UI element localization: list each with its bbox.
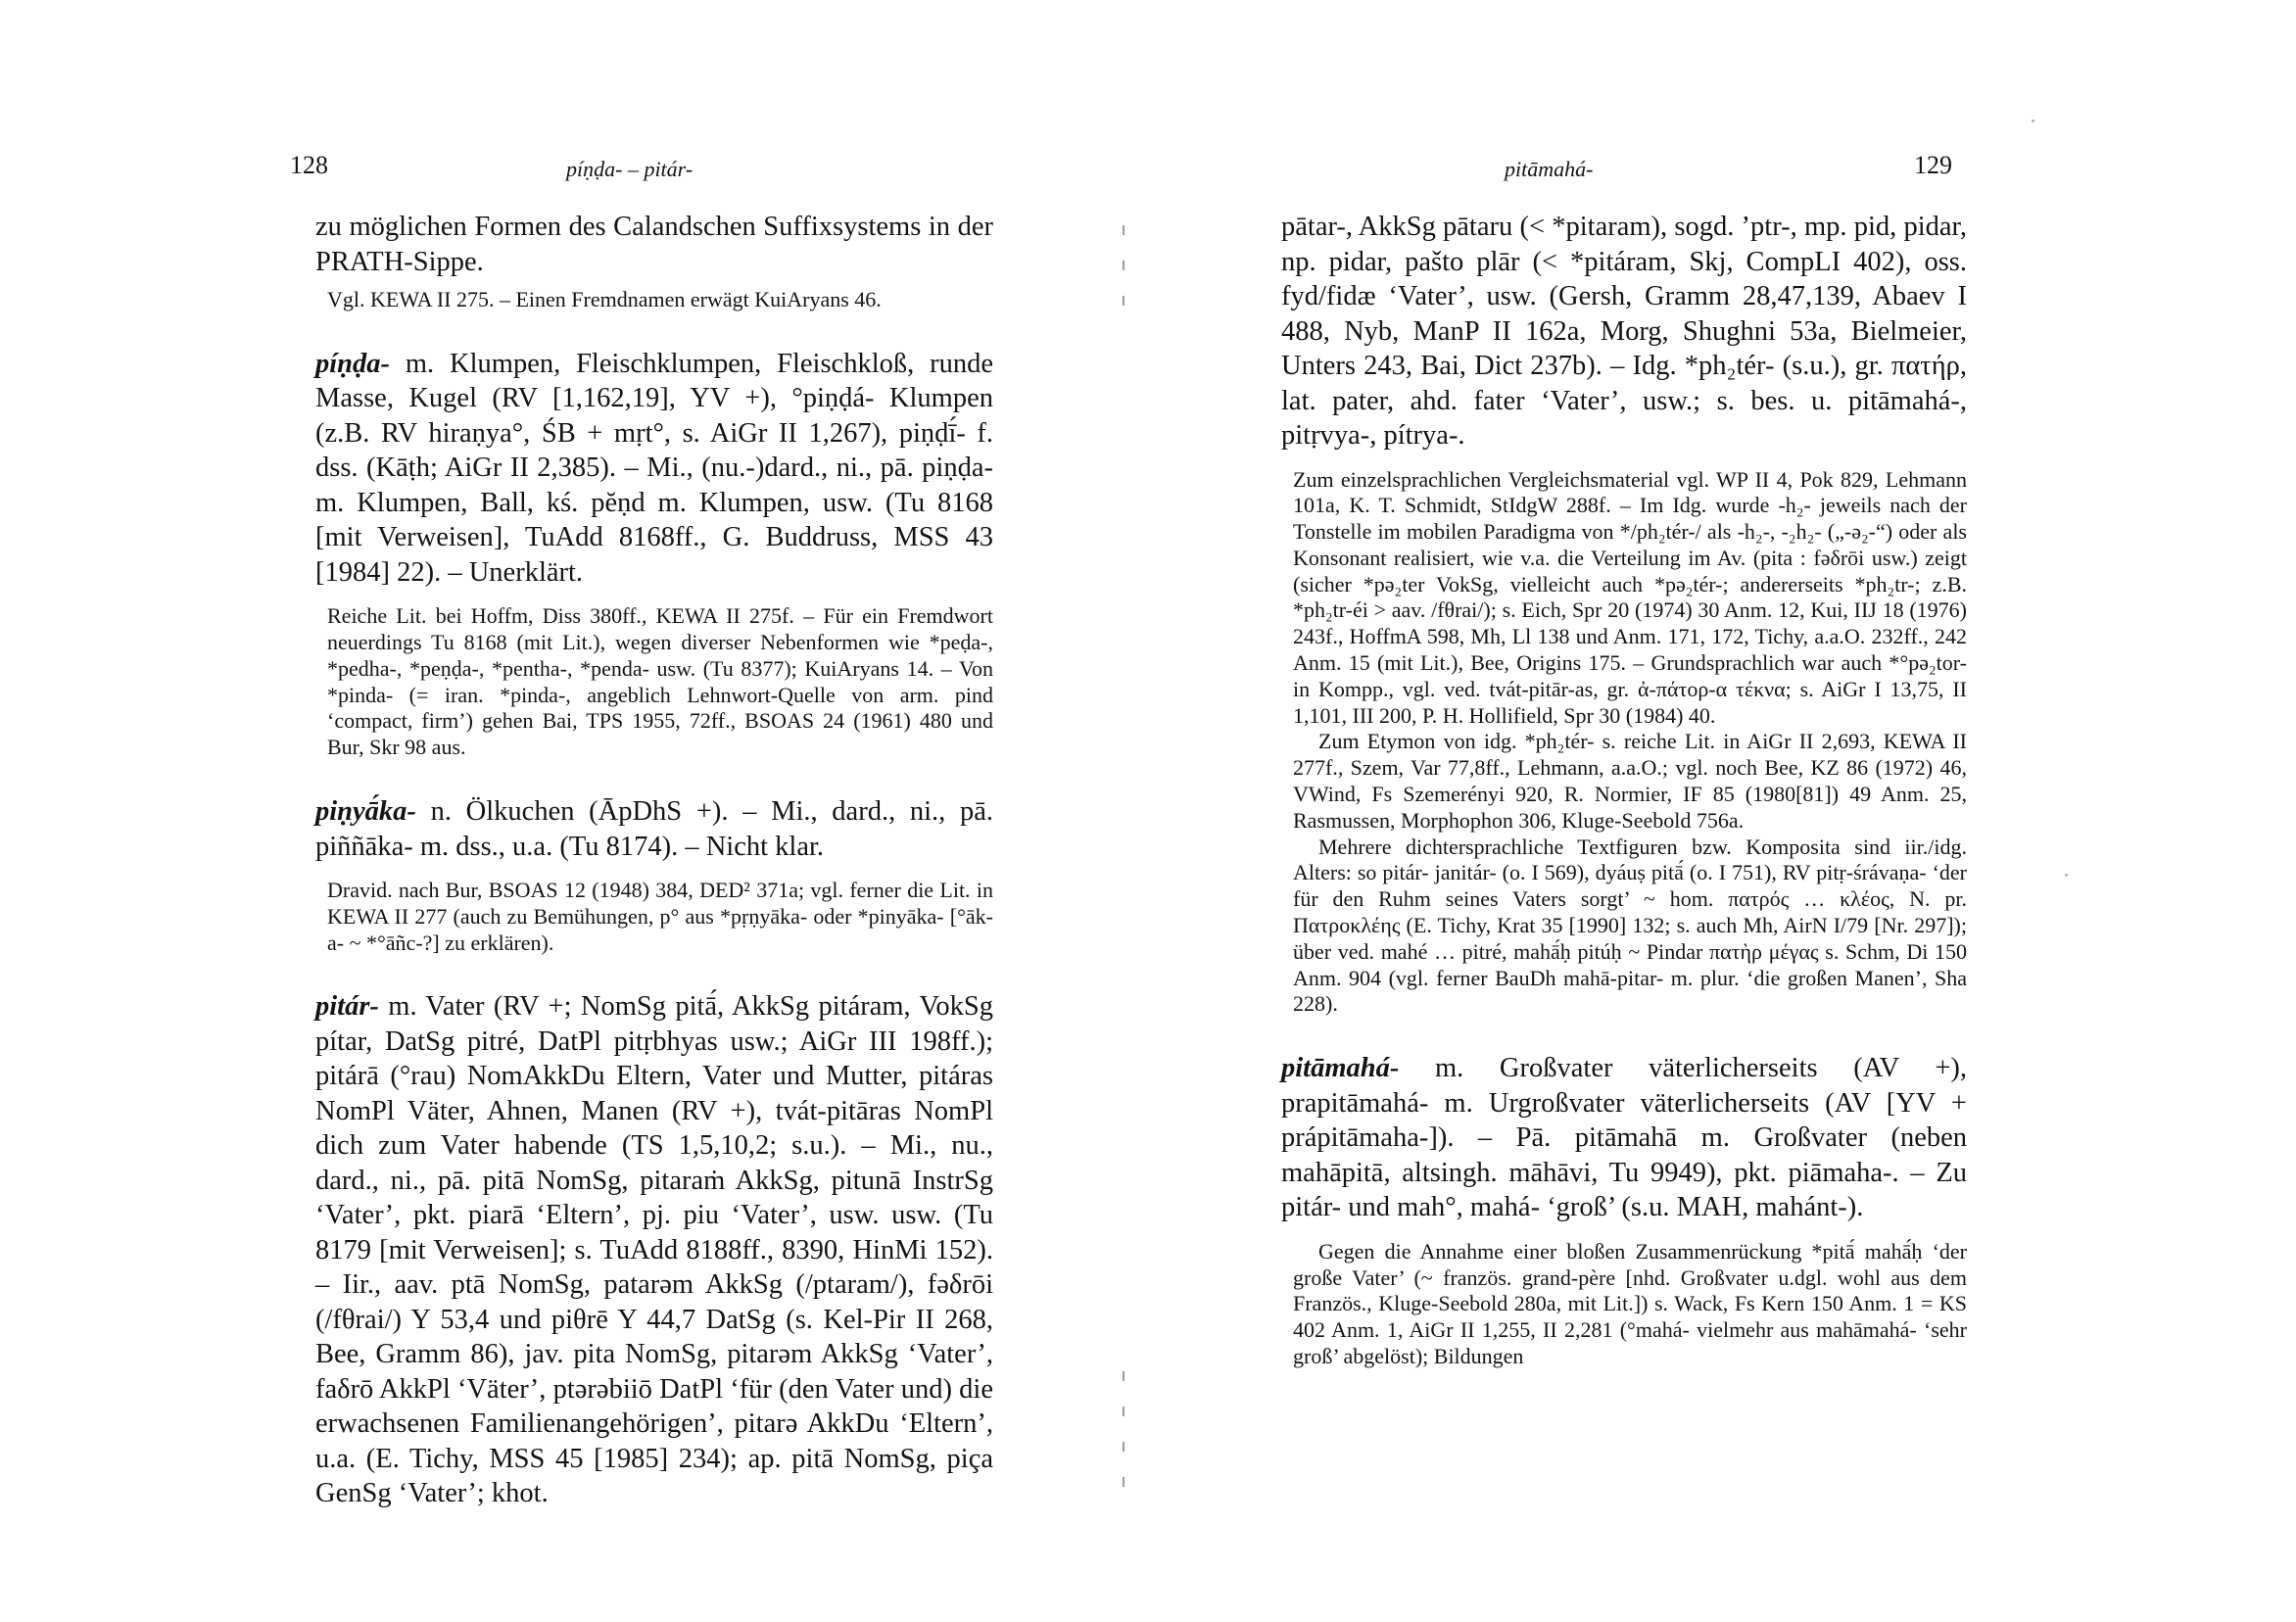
note-paragraph: Dravid. nach Bur, BSOAS 12 (1948) 384, DED² 371a; vgl. ferner die Lit. in KEWA II 277 (auch zu Bemühungen, p° aus *pṛṇyāka- oder *pinyāka- [°āk-a- ~ *°āñc-?] zu erklären). bbox=[327, 878, 993, 955]
running-head: píṇḍa- – pitár- bbox=[566, 157, 694, 181]
paragraph-continuation: zu möglichen Formen des Calandschen Suffixsystems in der PRATH-Sippe. bbox=[315, 212, 993, 277]
text-column bbox=[315, 210, 993, 1511]
entry-pitar: pitár- m. Vater (RV +; NomSg pitā́, AkkSg pitáram, VokSg pítar, DatSg pitré, DatPl pitṛbhyas usw.; AiGr III 198ff.); pitárā (°rau) NomAkkDu Eltern, Vater und Mutter, pitáras NomPl Väter, Ahnen, Manen (RV +), tvát-pitāras NomPl dich zum Vater habende (TS 1,5,10,2; s.u.). – Mi., nu., dard., ni., pā. pitā NomSg, pitaraṁ AkkSg, pitunā InstrSg ‘Vater’, pkt. piarā ‘Eltern’, pj. piu ‘Vater’, usw. usw. (Tu 8179 [mit Verweisen]; s. TuAdd 8188ff., 8390, HinMi 152). – Iir., aav. ptā NomSg, patarəm AkkSg (/ptaram/), fəδrōi (/fθrai/) Y 53,4 und piθrē Y 44,7 DatSg (s. Kel-Pir II 268, Bee, Gramm 86), jav. pita NomSg, pitarəm AkkSg ‘Vater’, faδrō AkkPl ‘Väter’, ptərəbiiō DatPl ‘für (den Vater und) die erwachsenen Familienangehörigen’, pitarə AkkDu ‘Eltern’, u.a. (E. Tichy, MSS 45 [1985] 234); ap. pitā NomSg, piça GenSg ‘Vater’; khot. bbox=[315, 991, 994, 1509]
note-paragraph: Gegen die Annahme einer bloßen Zusammenrückung *pitā́ mahā́ḥ ‘der große Vater’ (~ französ. grand-père [nhd. Großvater u.dgl. wohl aus dem Französ., Kluge-Seebold 280a, mit Lit.]) s. Wack, Fs Kern 150 Anm. 1 = KS 402 Anm. 1, AiGr II 1,255, II 2,281 (°mahá- vielmehr aus mahāmahá- ‘sehr groß’ abgelöst); Bildungen bbox=[1293, 1238, 1967, 1368]
page-number: 128 bbox=[290, 151, 328, 179]
note-paragraph: Vgl. KEWA II 275. – Einen Fremdnamen erwägt KuiAryans 46. bbox=[327, 287, 882, 311]
right-page bbox=[1148, 0, 2296, 1622]
entry-pitamaha: pitāmahá- m. Großvater väterlicherseits (AV +), prapitāmahá- m. Urgroßvater väterlicherseits (AV [YV + prápitāmaha-]). – Pā. pitāmahā m. Großvater (neben mahāpitā, altsingh. māhāvi, Tu 9949), pkt. piāmaha-. – Zu pitár- und mah°, mahá- ‘groß’ (s.u. MAH, mahánt-). bbox=[1281, 1053, 1968, 1223]
note-paragraph: Zum einzelsprachlichen Vergleichsmaterial vgl. WP II 4, Pok 829, Lehmann 101a, K. T. Schmidt, StIdgW 288f. – Im Idg. wurde -h₂- jeweils nach der Tonstelle im mobilen Paradigma von */ph₂tér-/ als -h₂-, -₂h₂- („-ə₂-“) oder als Konsonant realisiert, wie v.a. die Verteilung im Av. (pita : fəδrōi usw.) zeigt (sicher *pə₂ter VokSg, vielleicht auch *pə₂tér-; andererseits *ph₂tr-; z.B. *ph₂tr-éi > aav. /fθrai/); s. Eich, Spr 20 (1974) 30 Anm. 12, Kui, IIJ 18 (1976) 243f., HoffmA 598, Mh, Ll 138 und Anm. 171, 172, Tichy, a.a.O. 232ff., 242 Anm. 15 (mit Lit.), Bee, Origins 175. – Grundsprachlich war auch *°pə₂tor- in Kompp., vgl. ved. tvát-pitār-as, gr. ἀ-πάτορ-α τέκνα; s. AiGr I 13,75, II 1,101, III 200, P. H. Hollifield, Spr 30 (1984) 40. bbox=[1293, 466, 1967, 728]
lemma-pitamaha: pitāmahá- bbox=[1281, 1053, 1400, 1084]
text-column bbox=[1281, 210, 1967, 1370]
gutter-mark bbox=[1123, 1371, 1124, 1508]
entry-pinda: píṇḍa- m. Klumpen, Fleischklumpen, Fleischkloß, runde Masse, Kugel (RV [1,162,19], YV +), °piṇḍá- Klumpen (z.B. RV hiraṇya°, ŚB + mṛt°, s. AiGr II 1,267), piṇḍī́- f. dss. (Kāṭh; AiGr II 2,385). – Mi., (nu.-)dard., ni., pā. piṇḍa- m. Klumpen, Ball, kś. pĕṇd m. Klumpen, usw. (Tu 8168 [mit Verweisen], TuAdd 8168ff., G. Buddruss, MSS 43 [1984] 22). – Unerklärt. bbox=[315, 348, 993, 588]
gutter-mark bbox=[1123, 225, 1124, 313]
note-paragraph: Mehrere dichtersprachliche Textfiguren bzw. Komposita sind iir./idg. Alters: so pitár- janitár- (o. I 569), dyáuṣ pitā́ (o. I 751), RV pitṛ-śrávaṇa- ‘der für den Ruhm seines Vaters sorgt’ ~ hom. πατρός … κλέος, N. pr. Πατροκλέης (E. Tichy, Krat 35 [1990] 132; s. auch Mh, AirN I/79 [Nr. 297]); über ved. mahé … pitré, mahā́ḥ pitúḥ ~ Pindar πατὴρ μέγας s. Schm, Di 150 Anm. 904 (vgl. ferner BauDh mahā-pitar- m. plur. ‘die großen Manen’, Sha 228). bbox=[1293, 834, 1967, 1017]
entry-pinyaka: piṇyā́ka- n. Ölkuchen (ĀpDhS +). – Mi., dard., ni., pā. piññāka- m. dss., u.a. (Tu 8174). – Nicht klar. bbox=[315, 796, 994, 862]
running-head: pitāmahá- bbox=[1505, 157, 1594, 181]
page-number: 129 bbox=[1914, 151, 1952, 179]
lemma-pinda: píṇḍa- bbox=[315, 348, 391, 379]
note-paragraph: Reiche Lit. bei Hoffm, Diss 380ff., KEWA II 275f. – Für ein Fremdwort neuerdings Tu 8168 (mit Lit.), wegen diverser Nebenformen wie *peḍa-, *pedha-, *peṇḍa-, *pentha-, *penda- usw. (Tu 8377); KuiAryans 14. – Von *pinda- (= iran. *pinda-, angeblich Lehnwort-Quelle von arm. pind ‘compact, firm’) gehen Bai, TPS 1955, 72ff., BSOAS 24 (1961) 480 und Bur, Skr 98 aus. bbox=[327, 603, 993, 760]
note-paragraph: Zum Etymon von idg. *ph₂tér- s. reiche Lit. in AiGr II 2,693, KEWA II 277f., Szem, Var 77,8ff., Lehmann, a.a.O.; vgl. noch Bee, KZ 86 (1972) 46, VWind, Fs Szemerényi 920, R. Normier, IF 85 (1980[81]) 49 Anm. 25, Rasmussen, Morphophon 306, Kluge-Seebold 756a. bbox=[1293, 729, 1967, 833]
lemma-pitar: pitár- bbox=[315, 991, 379, 1023]
paragraph-continuation: pātar-, AkkSg pātaru (< *pitaram), sogd. ’ptr-, mp. pid, pidar, np. pidar, pašto plār (< *pitáram, Skj, CompLI 402), oss. fyd/fidæ ‘Vater’, usw. (Gersh, Gramm 28,47,139, Abaev I 488, Nyb, ManP II 162a, Morg, Shughni 53a, Bielmeier, Unters 243, Bai, Dict 237b). – Idg. *ph₂tér- (s.u.), gr. πατήρ, lat. pater, ahd. fater ‘Vater’, usw.; s. bes. u. pitāmahá-, pitṛvya-, pítrya-. bbox=[1281, 212, 1967, 451]
lemma-pinyaka: piṇyā́ka- bbox=[315, 796, 416, 828]
